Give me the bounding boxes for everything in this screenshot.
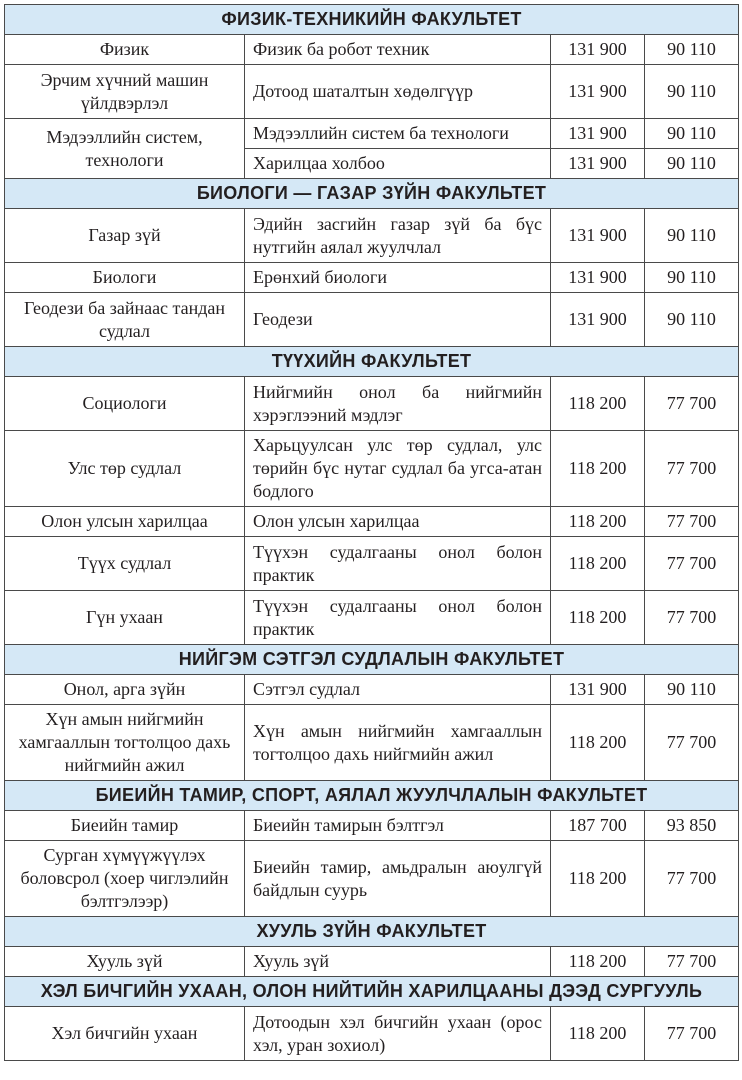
fee-cell: 90 110: [645, 209, 739, 263]
fee-cell: 118 200: [551, 537, 645, 591]
faculty-heading: НИЙГЭМ СЭТГЭЛ СУДЛАЛЫН ФАКУЛЬТЕТ: [5, 645, 739, 675]
table-row: [5, 811, 739, 841]
table-row: [5, 675, 739, 705]
fee-cell: 131 900: [551, 119, 645, 149]
direction-cell: Хүн амын нийгмийн хамгааллын тогтолцоо дахь нийгмийн ажил: [5, 705, 245, 781]
program-cell: Харьцуулсан улс төр судлал, улс төрийн бүс нутаг судлал ба угса-атан бодлого: [245, 431, 551, 507]
faculty-heading: БИОЛОГИ — ГАЗАР ЗҮЙН ФАКУЛЬТЕТ: [5, 179, 739, 209]
fee-cell: 93 850: [645, 811, 739, 841]
direction-cell: Газар зүй: [5, 209, 245, 263]
fee-cell: 77 700: [645, 1007, 739, 1061]
fee-cell: 77 700: [645, 705, 739, 781]
fee-cell: 118 200: [551, 507, 645, 537]
direction-cell: Физик: [5, 35, 245, 65]
program-cell: Геодези: [245, 293, 551, 347]
table-row: [5, 431, 739, 507]
fee-cell: 90 110: [645, 35, 739, 65]
faculty-heading: ХУУЛЬ ЗҮЙН ФАКУЛЬТЕТ: [5, 917, 739, 947]
direction-cell: Олон улсын харилцаа: [5, 507, 245, 537]
fee-cell: 90 110: [645, 65, 739, 119]
direction-cell: Хэл бичгийн ухаан: [5, 1007, 245, 1061]
fee-cell: 131 900: [551, 65, 645, 119]
faculty-header-row: [5, 5, 739, 35]
program-cell: Харилцаа холбоо: [245, 149, 551, 179]
table-row: [5, 209, 739, 263]
direction-cell: Онол, арга зүйн: [5, 675, 245, 705]
faculty-heading: ТҮҮХИЙН ФАКУЛЬТЕТ: [5, 347, 739, 377]
fee-cell: 131 900: [551, 263, 645, 293]
direction-cell: Гүн ухаан: [5, 591, 245, 645]
direction-cell: Хууль зүй: [5, 947, 245, 977]
table-row: [5, 507, 739, 537]
fee-cell: 77 700: [645, 431, 739, 507]
fee-cell: 131 900: [551, 149, 645, 179]
fee-cell: 187 700: [551, 811, 645, 841]
direction-cell: Социологи: [5, 377, 245, 431]
program-cell: Биеийн тамир, амьдралын аюулгүй байдлын суурь: [245, 841, 551, 917]
fee-cell: 118 200: [551, 431, 645, 507]
table-row: [5, 377, 739, 431]
faculty-header-row: [5, 347, 739, 377]
fee-cell: 118 200: [551, 947, 645, 977]
table-row: [5, 263, 739, 293]
fee-cell: 77 700: [645, 507, 739, 537]
faculty-heading: ХЭЛ БИЧГИЙН УХААН, ОЛОН НИЙТИЙН ХАРИЛЦААНЫ ДЭЭД СУРГУУЛЬ: [5, 977, 739, 1007]
table-row: [5, 841, 739, 917]
fee-cell: 77 700: [645, 947, 739, 977]
program-cell: Ерөнхий биологи: [245, 263, 551, 293]
direction-cell: Сурган хүмүүжүүлэх боловсрол (хоер чиглэлийн бэлтгэлээр): [5, 841, 245, 917]
fee-cell: 77 700: [645, 537, 739, 591]
fee-cell: 90 110: [645, 293, 739, 347]
table-row: [5, 35, 739, 65]
table-row: [5, 65, 739, 119]
fee-cell: 90 110: [645, 263, 739, 293]
tuition-fee-document: [4, 4, 738, 1061]
program-cell: Сэтгэл судлал: [245, 675, 551, 705]
faculty-heading: ФИЗИК-ТЕХНИКИЙН ФАКУЛЬТЕТ: [5, 5, 739, 35]
fee-cell: 90 110: [645, 675, 739, 705]
table-row: [5, 591, 739, 645]
direction-cell: Эрчим хүчний машин үйлдвэрлэл: [5, 65, 245, 119]
faculty-heading: БИЕИЙН ТАМИР, СПОРТ, АЯЛАЛ ЖУУЛЧЛАЛЫН ФАКУЛЬТЕТ: [5, 781, 739, 811]
table-row: [5, 1007, 739, 1061]
faculty-header-row: [5, 645, 739, 675]
fee-cell: 77 700: [645, 377, 739, 431]
fee-cell: 118 200: [551, 841, 645, 917]
fee-cell: 118 200: [551, 377, 645, 431]
program-cell: Мэдээллийн систем ба технологи: [245, 119, 551, 149]
table-row: [5, 537, 739, 591]
program-cell: Дотоодын хэл бичгийн ухаан (орос хэл, уран зохиол): [245, 1007, 551, 1061]
faculty-header-row: [5, 781, 739, 811]
program-cell: Физик ба робот техник: [245, 35, 551, 65]
table-row: [5, 119, 739, 149]
tuition-fee-table: [4, 4, 739, 1061]
fee-cell: 77 700: [645, 841, 739, 917]
program-cell: Нийгмийн онол ба нийгмийн хэрэглээний мэдлэг: [245, 377, 551, 431]
program-cell: Түүхэн судалгааны онол болон практик: [245, 537, 551, 591]
direction-cell: Мэдээллийн систем, технологи: [5, 119, 245, 179]
table-row: [5, 293, 739, 347]
program-cell: Дотоод шаталтын хөдөлгүүр: [245, 65, 551, 119]
fee-cell: 131 900: [551, 293, 645, 347]
table-row: [5, 947, 739, 977]
direction-cell: Улс төр судлал: [5, 431, 245, 507]
table-row: [5, 705, 739, 781]
direction-cell: Биологи: [5, 263, 245, 293]
direction-cell: Геодези ба зайнаас тандан судлал: [5, 293, 245, 347]
fee-cell: 131 900: [551, 35, 645, 65]
direction-cell: Түүх судлал: [5, 537, 245, 591]
fee-cell: 118 200: [551, 1007, 645, 1061]
fee-cell: 131 900: [551, 675, 645, 705]
fee-cell: 90 110: [645, 119, 739, 149]
program-cell: Түүхэн судалгааны онол болон практик: [245, 591, 551, 645]
program-cell: Олон улсын харилцаа: [245, 507, 551, 537]
fee-cell: 131 900: [551, 209, 645, 263]
faculty-header-row: [5, 977, 739, 1007]
faculty-header-row: [5, 917, 739, 947]
program-cell: Биеийн тамирын бэлтгэл: [245, 811, 551, 841]
fee-cell: 118 200: [551, 591, 645, 645]
program-cell: Эдийн засгийн газар зүй ба бүс нутгийн аялал жуулчлал: [245, 209, 551, 263]
program-cell: Хууль зүй: [245, 947, 551, 977]
faculty-header-row: [5, 179, 739, 209]
fee-cell: 90 110: [645, 149, 739, 179]
direction-cell: Биеийн тамир: [5, 811, 245, 841]
fee-cell: 118 200: [551, 705, 645, 781]
fee-cell: 77 700: [645, 591, 739, 645]
program-cell: Хүн амын нийгмийн хамгааллын тогтолцоо дахь нийгмийн ажил: [245, 705, 551, 781]
